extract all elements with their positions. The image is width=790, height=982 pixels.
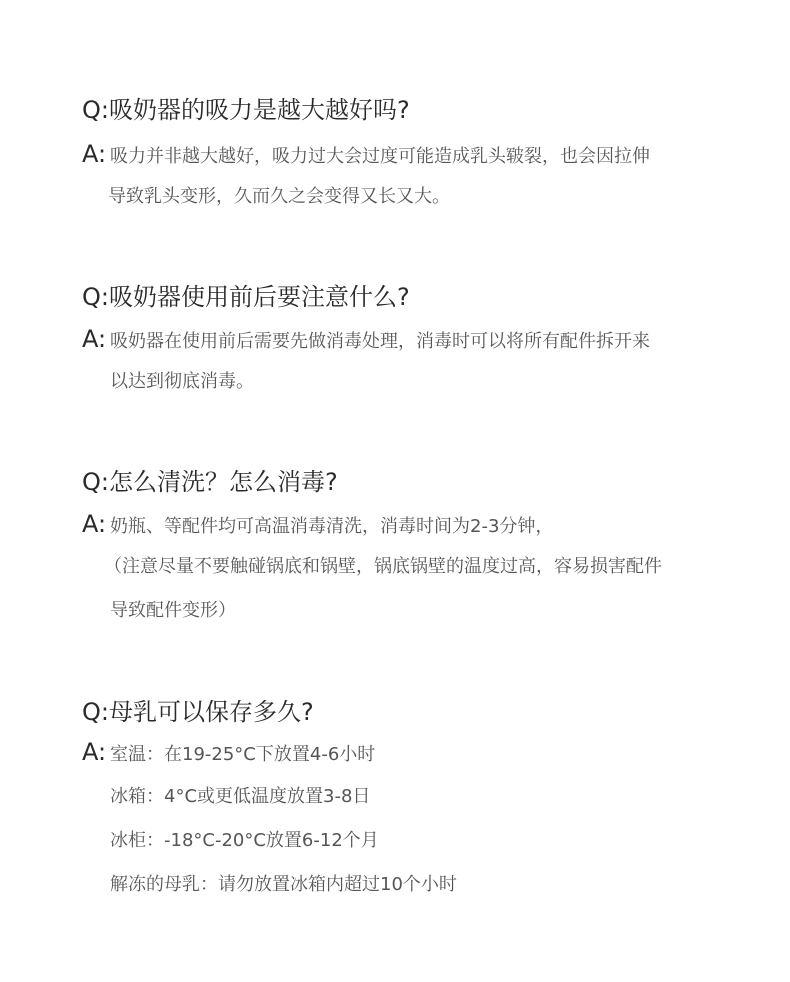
answer-line: 解冻的母乳：请勿放置冰箱内超过10个小时 (110, 874, 457, 895)
answer-mark: A: (82, 140, 107, 168)
answer-line: 冰柜：-18°C-20°C放置6-12个月 (110, 830, 379, 851)
question-text: 母乳可以保存多久? (108, 698, 314, 726)
question-mark: Q: (82, 698, 109, 726)
answer-line: 吸力并非越大越好，吸力过大会过度可能造成乳头皲裂，也会因拉伸 (110, 146, 650, 167)
answer-line: 导致配件变形） (110, 600, 236, 621)
answer-line: 以达到彻底消毒。 (110, 371, 254, 392)
question (82, 697, 314, 727)
question-text: 怎么清洗？怎么消毒? (108, 468, 338, 496)
question-mark: Q: (82, 96, 109, 124)
question (82, 467, 338, 497)
question (82, 95, 410, 125)
answer-line: 冰箱：4°C或更低温度放置3-8日 (110, 786, 371, 807)
question-mark: Q: (82, 468, 109, 496)
answer-line: （注意尽量不要触碰锅底和锅壁，锅底锅壁的温度过高，容易损害配件 (104, 556, 662, 577)
answer-mark: A: (82, 738, 107, 766)
answer-mark: A: (82, 325, 107, 353)
answer-line: 奶瓶、等配件均可高温消毒清洗，消毒时间为2-3分钟， (110, 516, 554, 537)
question-text: 吸奶器的吸力是越大越好吗? (108, 96, 410, 124)
answer-line: 室温：在19-25°C下放置4-6小时 (110, 744, 376, 765)
answer-line: 导致乳头变形，久而久之会变得又长又大。 (108, 186, 450, 207)
answer-mark: A: (82, 510, 107, 538)
question (82, 282, 410, 312)
question-text: 吸奶器使用前后要注意什么? (108, 283, 410, 311)
answer-line: 吸奶器在使用前后需要先做消毒处理，消毒时可以将所有配件拆开来 (110, 331, 650, 352)
question-mark: Q: (82, 283, 109, 311)
